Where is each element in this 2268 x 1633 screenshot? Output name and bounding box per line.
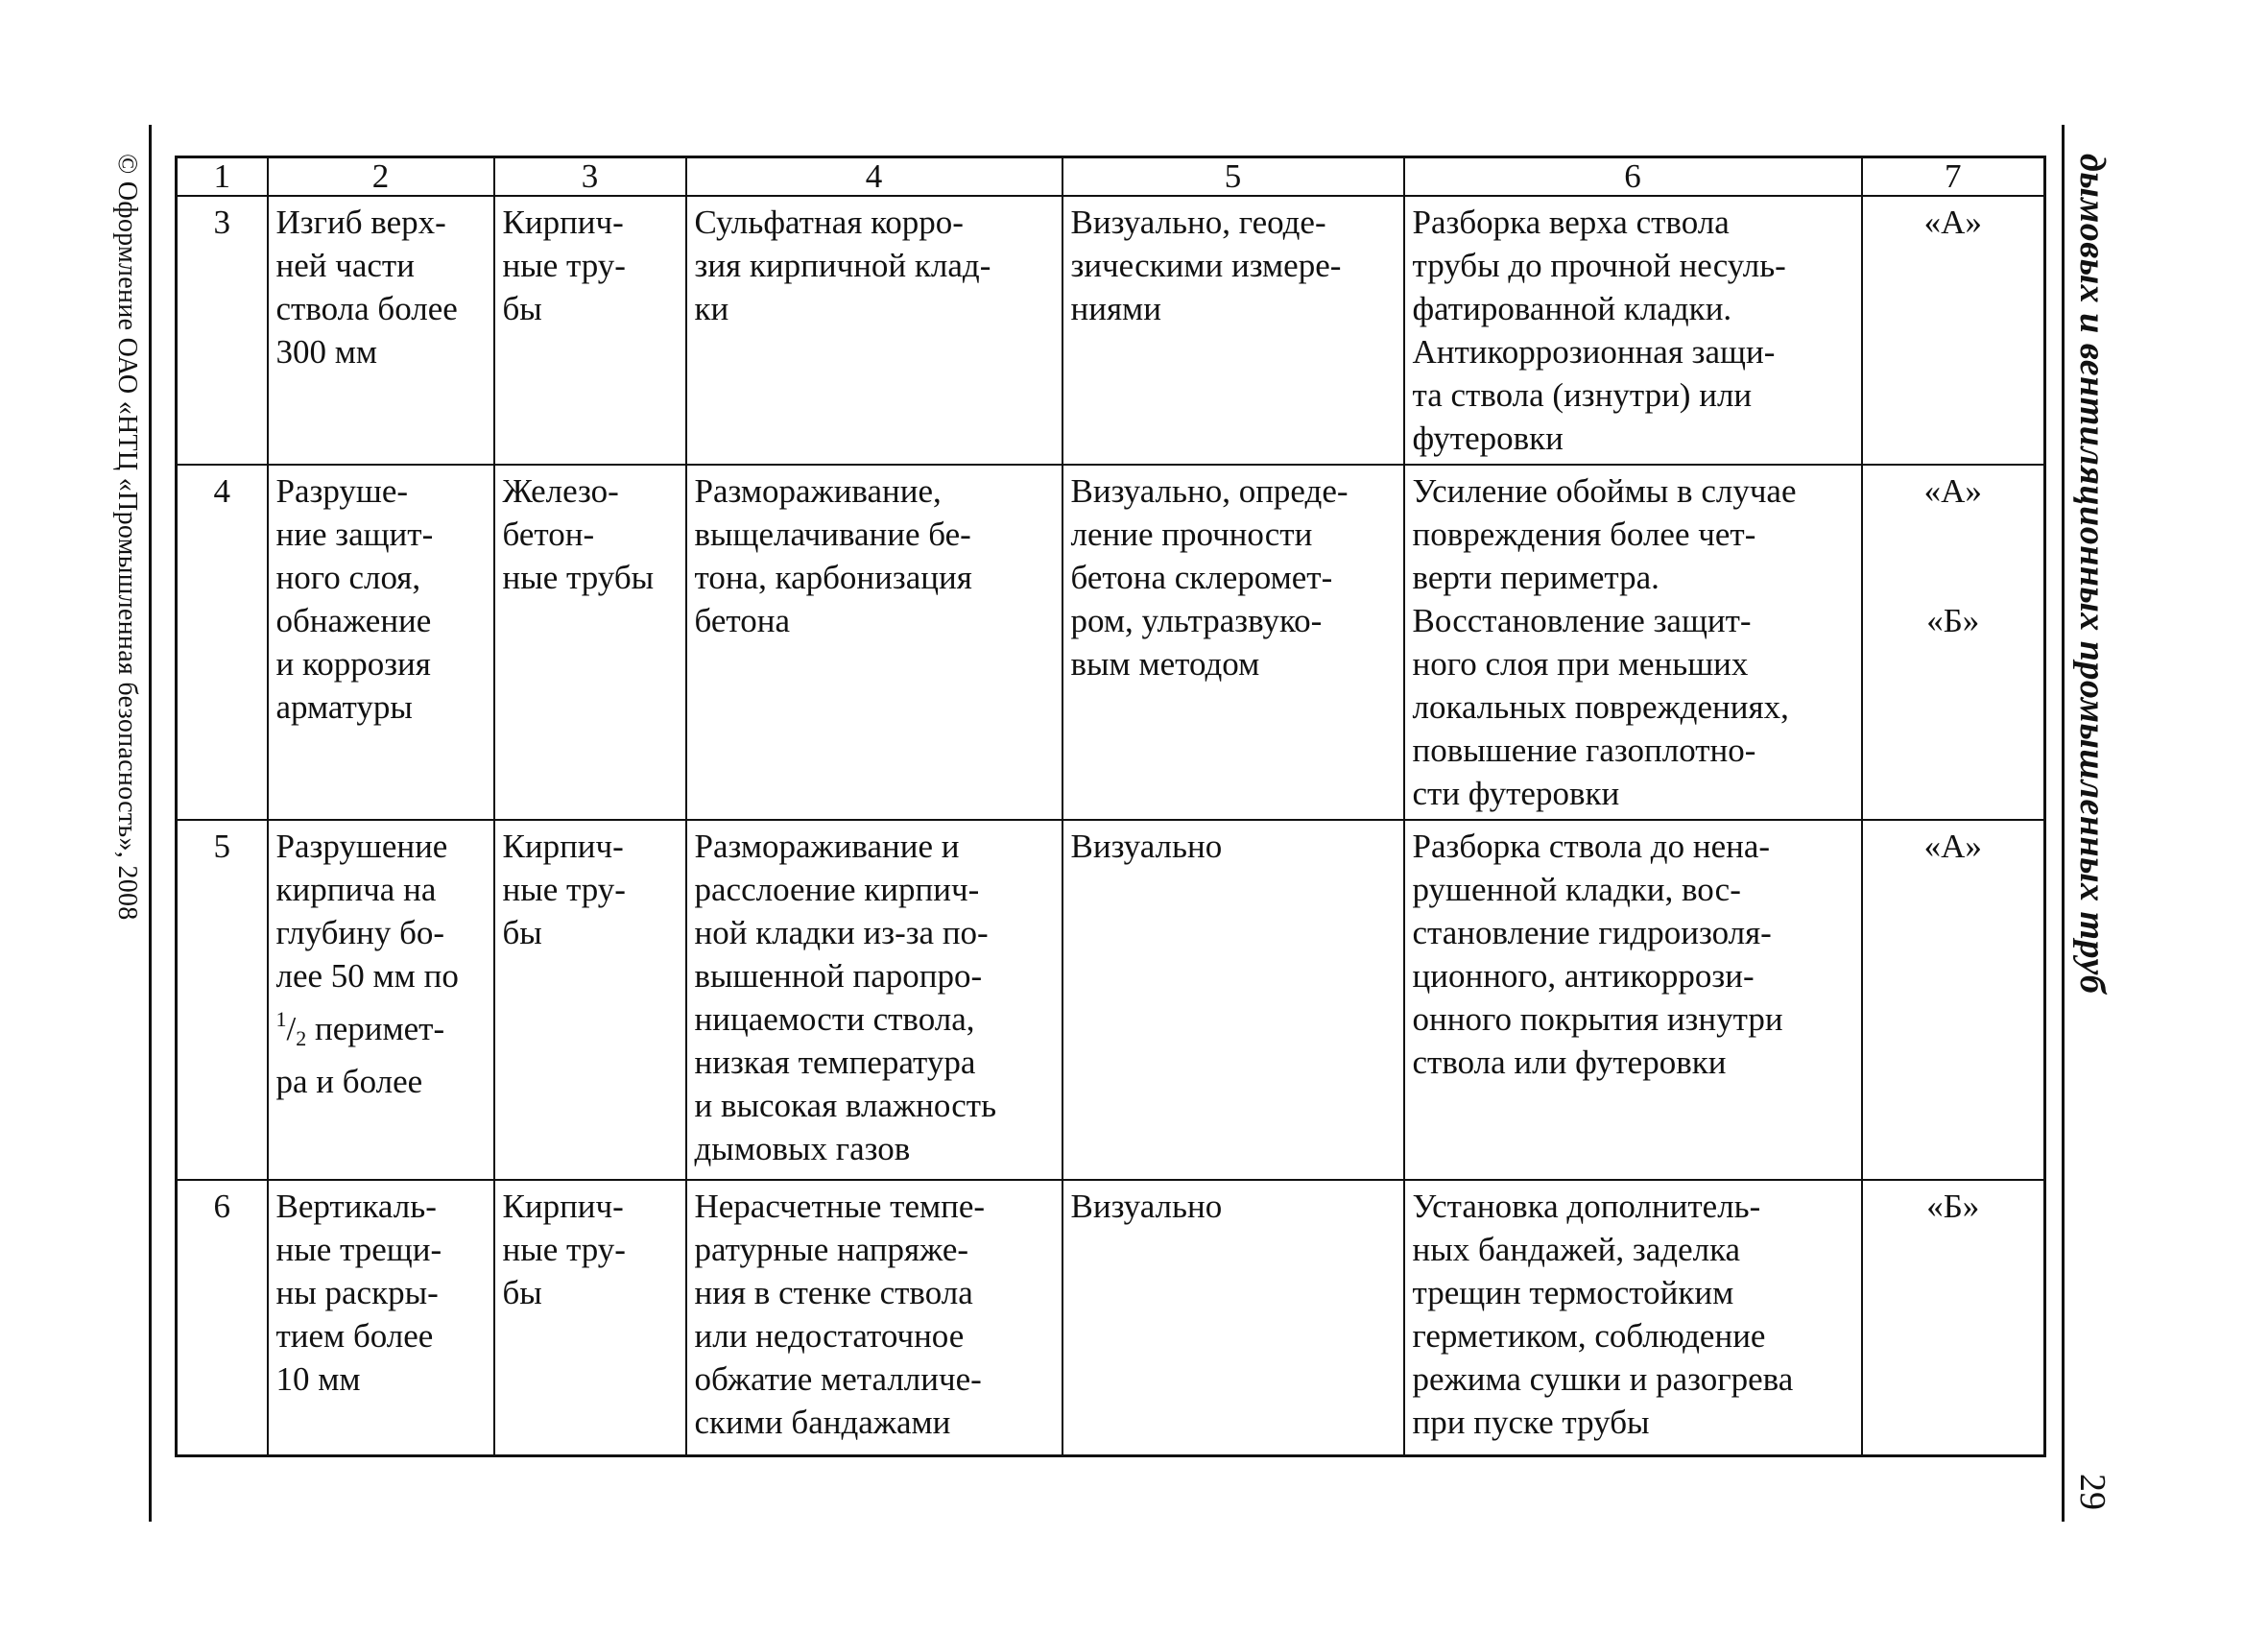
fraction-denominator: 2 bbox=[296, 1026, 307, 1050]
column-header: 4 bbox=[686, 157, 1062, 197]
table-row bbox=[177, 465, 2045, 820]
left-margin-rule bbox=[149, 125, 152, 1522]
defects-table bbox=[175, 156, 2046, 1457]
table-row bbox=[177, 820, 2045, 1180]
method-cell: Визуально bbox=[1062, 1180, 1404, 1455]
table-header-row bbox=[177, 157, 2045, 197]
table-row bbox=[177, 196, 2045, 465]
fraction-slash: / bbox=[286, 1010, 297, 1047]
cause-cell: Сульфатная корро- зия кирпичной клад- ки bbox=[686, 196, 1062, 465]
measures-cell: Разборка ствола до нена- рушенной кладки, вос- становление гидроизоля- ционного, антикоррози- онного покрытия изнутри ствола или футеровки bbox=[1404, 820, 1862, 1180]
defect-cell: Разруше- ние защит- ного слоя, обнажение и коррозия арматуры bbox=[268, 465, 494, 820]
right-margin-rule bbox=[2062, 125, 2065, 1522]
column-header: 3 bbox=[494, 157, 686, 197]
row-number: 6 bbox=[177, 1180, 268, 1455]
copyright-note bbox=[107, 154, 142, 1114]
defect-cell: Вертикаль- ные трещи- ны раскры- тием более 10 мм bbox=[268, 1180, 494, 1455]
cause-cell: Размораживание и расслоение кирпич- ной кладки из-за по- вышенной паропро- ницаемости ствола, низкая температура и высокая влажность дымовых газов bbox=[686, 820, 1062, 1180]
column-header: 2 bbox=[268, 157, 494, 197]
row-number: 3 bbox=[177, 196, 268, 465]
method-cell: Визуально, опреде- ление прочности бетона склеромет- ром, ультразвуко- вым методом bbox=[1062, 465, 1404, 820]
category-cell: «А» bbox=[1862, 196, 2045, 465]
fraction-numerator: 1 bbox=[275, 1007, 287, 1031]
defect-cell: Изгиб верх- ней части ствола более 300 мм bbox=[268, 196, 494, 465]
defect-text-start: Разрушение кирпича на глубину бо- лее 50 мм по bbox=[275, 828, 459, 995]
table-row bbox=[177, 1180, 2045, 1455]
object-cell: Кирпич- ные тру- бы bbox=[494, 820, 686, 1180]
category-cell: «А» «Б» bbox=[1862, 465, 2045, 820]
row-number: 5 bbox=[177, 820, 268, 1180]
category-cell: «А» bbox=[1862, 820, 2045, 1180]
column-header: 7 bbox=[1862, 157, 2045, 197]
object-cell: Кирпич- ные тру- бы bbox=[494, 1180, 686, 1455]
column-header: 5 bbox=[1062, 157, 1404, 197]
page-number-text: 29 bbox=[2072, 1474, 2113, 1510]
object-cell: Железо- бетон- ные трубы bbox=[494, 465, 686, 820]
measures-cell: Установка дополнитель- ных бандажей, заделка трещин термостойким герметиком, соблюдение режима сушки и разогрева при пуске трубы bbox=[1404, 1180, 1862, 1455]
running-header-text: дымовых и вентиляционных промышленных труб bbox=[2072, 154, 2113, 995]
method-cell: Визуально, геоде- зическими измере- ниями bbox=[1062, 196, 1404, 465]
cause-cell: Размораживание, выщелачивание бе- тона, карбонизация бетона bbox=[686, 465, 1062, 820]
row-number: 4 bbox=[177, 465, 268, 820]
column-header: 1 bbox=[177, 157, 268, 197]
category-cell: «Б» bbox=[1862, 1180, 2045, 1455]
column-header: 6 bbox=[1404, 157, 1862, 197]
measures-cell: Усиление обоймы в случае повреждения более чет- верти периметра. Восстановление защит- ного слоя при меньших локальных повреждениях, повышение газоплотно- сти футеровки bbox=[1404, 465, 1862, 820]
page-number bbox=[2071, 1474, 2113, 1531]
defect-text-end: перимет- ра и более bbox=[275, 1010, 445, 1100]
copyright-text: © Оформление ОАО «НТЦ «Промышленная безопасность», 2008 bbox=[112, 154, 142, 921]
defect-cell bbox=[268, 820, 494, 1180]
measures-cell: Разборка верха ствола трубы до прочной несуль- фатированной кладки. Антикоррозионная защи- та ствола (изнутри) или футеровки bbox=[1404, 196, 1862, 465]
running-header bbox=[2071, 154, 2113, 1114]
method-cell: Визуально bbox=[1062, 820, 1404, 1180]
cause-cell: Нерасчетные темпе- ратурные напряже- ния в стенке ствола или недостаточное обжатие металличе- скими бандажами bbox=[686, 1180, 1062, 1455]
object-cell: Кирпич- ные тру- бы bbox=[494, 196, 686, 465]
